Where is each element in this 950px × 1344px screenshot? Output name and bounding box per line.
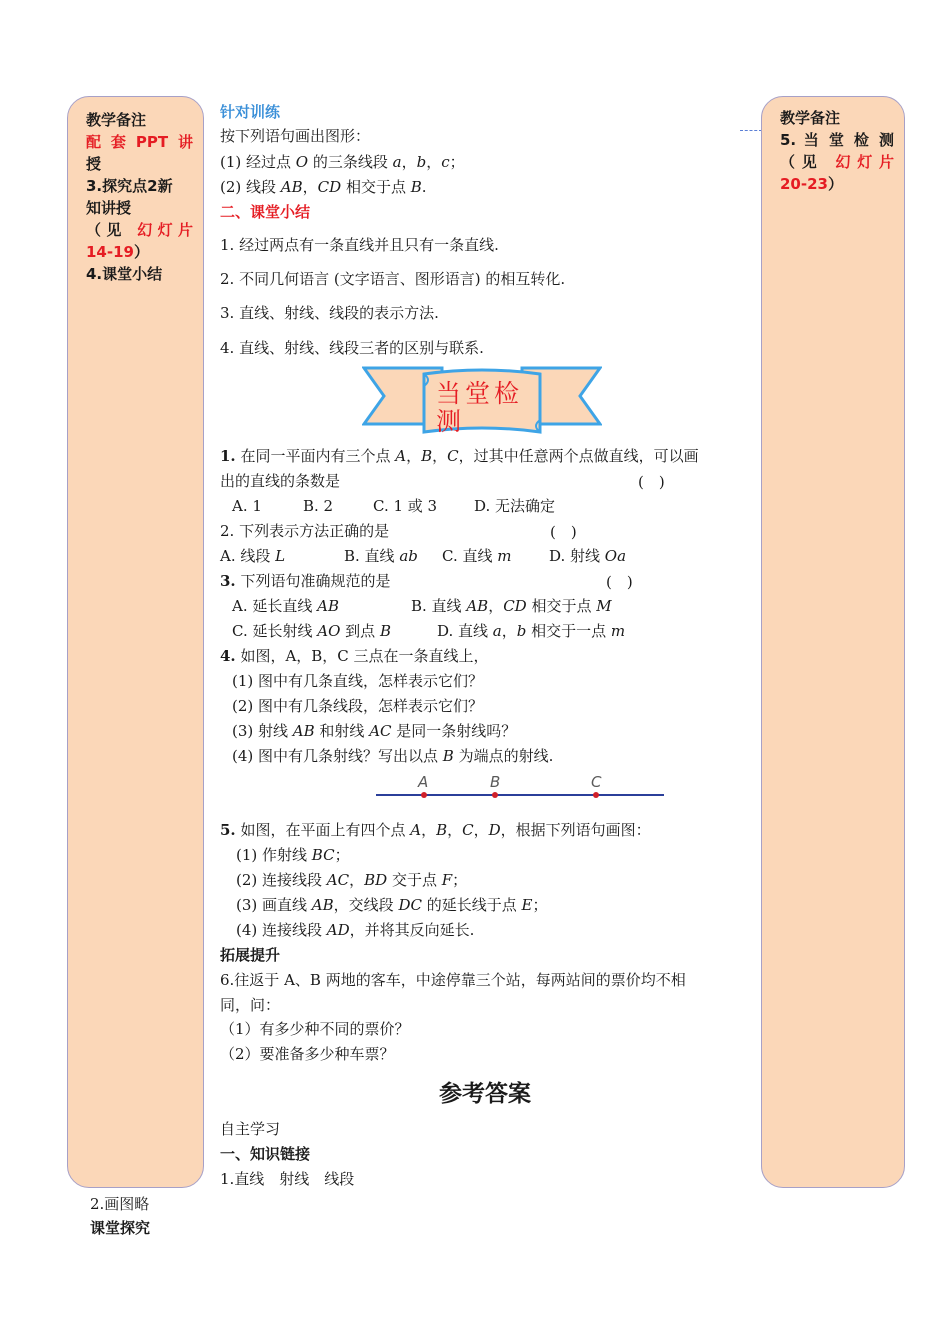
q-number: 1. bbox=[220, 447, 236, 465]
var: B bbox=[410, 178, 422, 196]
var: B bbox=[436, 821, 448, 839]
q-number: 3. bbox=[220, 572, 236, 590]
text: ， bbox=[488, 597, 504, 615]
training-item-1 bbox=[220, 152, 465, 172]
var: CD bbox=[503, 597, 527, 615]
q2-option bbox=[442, 546, 511, 566]
q1-option: A. 1 bbox=[232, 497, 262, 515]
text: D. 直线 bbox=[437, 622, 493, 640]
text: ， bbox=[406, 447, 422, 465]
training-item-2 bbox=[220, 177, 427, 197]
summary-item: 3. 直线、射线、线段的表示方法. bbox=[220, 304, 439, 322]
summary-item: 2. 不同几何语言 (文字语言、图形语言) 的相互转化. bbox=[220, 270, 566, 288]
left-notes-line: 配套PPT讲 bbox=[86, 133, 193, 151]
var: A bbox=[395, 447, 407, 465]
left-notes-panel bbox=[67, 96, 204, 1188]
var: m bbox=[610, 622, 626, 640]
text: ； bbox=[334, 846, 350, 864]
var: AB bbox=[311, 896, 334, 914]
text: C. 延长射线 bbox=[232, 622, 318, 640]
var: C bbox=[447, 447, 459, 465]
right-notes-slide-ref: 幻灯片 bbox=[835, 153, 894, 171]
q5-sub bbox=[236, 895, 547, 915]
text: ， bbox=[349, 871, 365, 889]
right-notes-line bbox=[780, 151, 894, 173]
var: AC bbox=[326, 871, 350, 889]
q2-line: 2. 下列表示方法正确的是 bbox=[220, 522, 390, 540]
var: AB bbox=[280, 178, 303, 196]
left-notes-line: 4.课堂小结 bbox=[86, 265, 163, 283]
q3-line bbox=[220, 571, 390, 591]
var: AB bbox=[466, 597, 489, 615]
text: 为端点的射线. bbox=[453, 747, 554, 765]
var: E bbox=[521, 896, 533, 914]
text: 到点 bbox=[340, 622, 380, 640]
text: 交于点 bbox=[387, 871, 442, 889]
q3-option bbox=[411, 596, 612, 616]
connector-dash bbox=[740, 130, 762, 131]
point-c bbox=[593, 792, 599, 798]
var: B bbox=[442, 747, 454, 765]
training-intro: 按下列语句画出图形： bbox=[220, 127, 371, 145]
var: D bbox=[488, 821, 501, 839]
text: ； bbox=[452, 871, 468, 889]
q4-sub bbox=[232, 721, 516, 741]
text: (4) 图中有几条射线？写出以点 bbox=[232, 747, 443, 765]
left-notes-text: （见 bbox=[86, 221, 127, 239]
extension-heading: 拓展提升 bbox=[220, 946, 281, 964]
right-notes-slide-range: 20-23 bbox=[780, 175, 828, 193]
text: ，交线段 bbox=[333, 896, 399, 914]
text: 相交于点 bbox=[341, 178, 411, 196]
q2-option bbox=[549, 546, 626, 566]
text: (3) 射线 bbox=[232, 722, 293, 740]
var: BD bbox=[364, 871, 388, 889]
text: (1) 经过点 bbox=[220, 153, 296, 171]
text: ，并将其反向延长. bbox=[349, 921, 475, 939]
q6-sub: （2）要准备多少种车票？ bbox=[220, 1045, 395, 1063]
text: ，根据下列语句画图： bbox=[500, 821, 651, 839]
text: ， bbox=[473, 821, 489, 839]
right-notes-text: ） bbox=[827, 175, 843, 193]
class-explore-heading: 课堂探究 bbox=[90, 1219, 151, 1237]
q4-sub: (2) 图中有几条线段，怎样表示它们？ bbox=[232, 697, 484, 715]
left-notes-slide-ref: 幻灯片 bbox=[137, 221, 193, 239]
left-notes-line: 授 bbox=[86, 155, 102, 173]
q3-option bbox=[232, 621, 391, 641]
var: A bbox=[410, 821, 422, 839]
point-b bbox=[492, 792, 498, 798]
answer-item: 2.画图略 bbox=[90, 1195, 150, 1213]
text: A. 延长直线 bbox=[232, 597, 318, 615]
q6-line2: 同，问： bbox=[220, 996, 281, 1014]
q4-sub bbox=[232, 746, 553, 766]
banner-title: 当堂检测 bbox=[436, 379, 524, 436]
q6-line1: 6.往返于 A、B 两地的客车，中途停靠三个站，每两站间的票价均不相 bbox=[220, 971, 686, 989]
right-notes-line bbox=[780, 173, 894, 195]
text: 相交于点 bbox=[526, 597, 597, 615]
var: a bbox=[492, 622, 502, 640]
var: b bbox=[416, 153, 427, 171]
text: B. 直线 bbox=[411, 597, 467, 615]
text: ， bbox=[421, 821, 437, 839]
var: AB bbox=[292, 722, 315, 740]
text: ， bbox=[432, 447, 448, 465]
q-number: 5. bbox=[220, 821, 236, 839]
q-number: 4. bbox=[220, 647, 236, 665]
text: ； bbox=[449, 153, 465, 171]
q6-sub: （1）有多少种不同的票价？ bbox=[220, 1020, 410, 1038]
var: L bbox=[275, 547, 286, 565]
text: ， bbox=[302, 178, 318, 196]
var: F bbox=[441, 871, 453, 889]
text: (1) 作射线 bbox=[236, 846, 312, 864]
right-notes-line: 5. 当 堂 检 测 bbox=[780, 131, 894, 149]
right-notes-panel bbox=[761, 96, 905, 1188]
label-a: A bbox=[418, 773, 429, 791]
q3-option bbox=[437, 621, 625, 641]
summary-item: 1. 经过两点有一条直线并且只有一条直线. bbox=[220, 236, 499, 254]
q3-option bbox=[232, 596, 339, 616]
text: ， bbox=[426, 153, 442, 171]
left-notes-line: 3.探究点2新 bbox=[86, 177, 173, 195]
training-heading: 针对训练 bbox=[220, 103, 281, 121]
text: C. 直线 bbox=[442, 547, 498, 565]
q4-line bbox=[220, 646, 489, 666]
var: c bbox=[441, 153, 450, 171]
answers-title: 参考答案 bbox=[439, 1081, 531, 1107]
var: AD bbox=[326, 921, 350, 939]
var: B bbox=[421, 447, 433, 465]
var: CD bbox=[317, 178, 342, 196]
text: D. 射线 bbox=[549, 547, 605, 565]
point-a bbox=[421, 792, 427, 798]
text: (4) 连接线段 bbox=[236, 921, 327, 939]
left-notes-line: 知讲授 bbox=[86, 199, 132, 217]
var: B bbox=[379, 622, 391, 640]
text: ； bbox=[532, 896, 548, 914]
self-study-heading: 自主学习 bbox=[220, 1120, 281, 1138]
knowledge-link-heading: 一、知识链接 bbox=[220, 1145, 311, 1163]
text: 下列语句准确规范的是 bbox=[235, 572, 391, 590]
q1-line2: 出的直线的条数是 bbox=[220, 472, 341, 490]
text: 相交于一点 bbox=[526, 622, 611, 640]
summary-heading: 二、课堂小结 bbox=[220, 203, 311, 221]
text: 在同一平面内有三个点 bbox=[235, 447, 396, 465]
var: AO bbox=[317, 622, 341, 640]
left-notes-title: 教学备注 bbox=[86, 111, 147, 129]
q1-line1 bbox=[220, 446, 699, 466]
collinear-points-figure bbox=[374, 770, 666, 802]
text: (2) 线段 bbox=[220, 178, 281, 196]
text: ， bbox=[447, 821, 463, 839]
var: AB bbox=[317, 597, 339, 615]
q5-sub bbox=[236, 920, 474, 940]
text: (2) 连接线段 bbox=[236, 871, 327, 889]
var: BC bbox=[311, 846, 335, 864]
label-b: B bbox=[490, 773, 501, 791]
q2-option bbox=[344, 546, 418, 566]
var: AC bbox=[369, 722, 392, 740]
q4-sub: (1) 图中有几条直线，怎样表示它们？ bbox=[232, 672, 484, 690]
left-notes-line bbox=[86, 241, 193, 263]
text: ， bbox=[501, 622, 517, 640]
var: C bbox=[462, 821, 474, 839]
text: 如图，A，B，C 三点在一条直线上， bbox=[235, 647, 489, 665]
text: 是同一条射线吗？ bbox=[391, 722, 517, 740]
left-notes-line bbox=[86, 219, 193, 241]
var: ab bbox=[399, 547, 418, 565]
label-c: C bbox=[591, 773, 602, 791]
right-notes-title: 教学备注 bbox=[780, 109, 841, 127]
q2-option bbox=[220, 546, 285, 566]
q5-sub bbox=[236, 870, 467, 890]
text: 和射线 bbox=[314, 722, 370, 740]
var: DC bbox=[398, 896, 422, 914]
text: 如图，在平面上有四个点 bbox=[235, 821, 411, 839]
left-notes-text: ） bbox=[133, 243, 149, 261]
answer-item: 1.直线 射线 线段 bbox=[220, 1170, 355, 1188]
answer-bracket: ( ) bbox=[550, 523, 577, 541]
q1-option: B. 2 bbox=[303, 497, 334, 515]
var: Oa bbox=[604, 547, 627, 565]
q1-option: C. 1 或 3 bbox=[373, 497, 438, 515]
var: m bbox=[497, 547, 512, 565]
text: (3) 画直线 bbox=[236, 896, 312, 914]
text: . bbox=[421, 178, 427, 196]
text: A. 线段 bbox=[220, 547, 276, 565]
text: ，过其中任意两个点做直线，可以画 bbox=[458, 447, 699, 465]
text: 的延长线于点 bbox=[421, 896, 522, 914]
q5-sub bbox=[236, 845, 350, 865]
answer-bracket: ( ) bbox=[638, 473, 665, 491]
text: ， bbox=[401, 153, 417, 171]
text: B. 直线 bbox=[344, 547, 400, 565]
text: 的三条线段 bbox=[308, 153, 393, 171]
var: b bbox=[516, 622, 527, 640]
summary-item: 4. 直线、射线、线段三者的区别与联系. bbox=[220, 339, 484, 357]
right-notes-text: （见 bbox=[780, 153, 824, 171]
q5-line bbox=[220, 820, 651, 840]
var: a bbox=[392, 153, 402, 171]
q1-option: D. 无法确定 bbox=[474, 497, 556, 515]
left-notes-slide-range: 14-19 bbox=[86, 243, 134, 261]
var: M bbox=[596, 597, 612, 615]
answer-bracket: ( ) bbox=[606, 573, 633, 591]
var: O bbox=[295, 153, 309, 171]
